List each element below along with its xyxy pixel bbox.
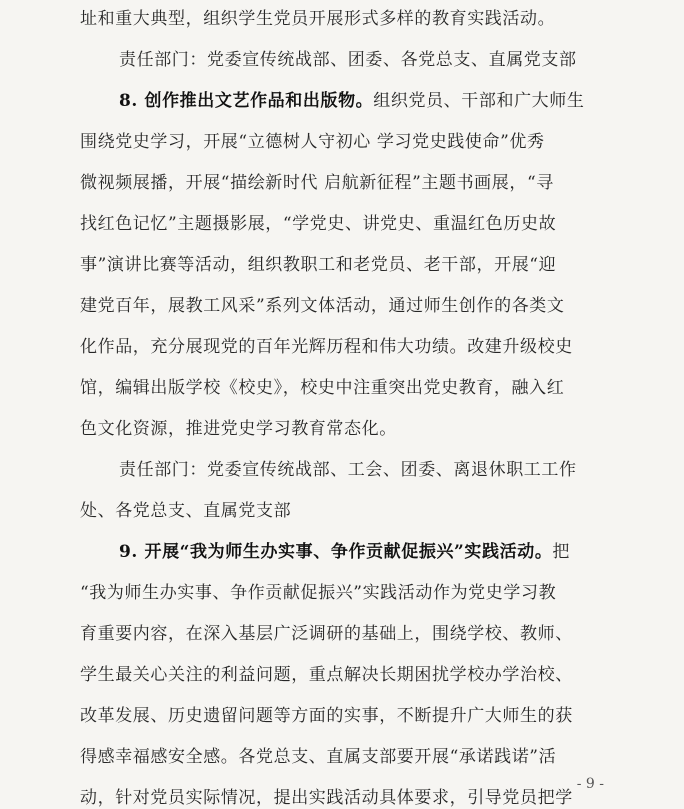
line-text: 处、各党总支、直属党支部 [80, 501, 292, 521]
text-line-10 [80, 377, 635, 399]
text-line-19 [80, 746, 635, 768]
responsibility-line-3 [80, 500, 635, 522]
text-line-1 [80, 8, 635, 30]
text-line-11 [80, 418, 635, 440]
line-text: 责任部门：党委宣传统战部、团委、各党总支、直属党支部 [119, 50, 577, 70]
text-line-4 [80, 131, 635, 153]
line-text: 育重要内容，在深入基层广泛调研的基础上，围绕学校、教师、 [80, 624, 573, 644]
line-text: 围绕党史学习，开展“立德树人守初心 学习党史践使命”优秀 [80, 132, 545, 152]
line-text: 把 [552, 542, 571, 562]
line-text: 得感幸福感安全感。各党总支、直属支部要开展“承诺践诺”活 [80, 747, 557, 767]
section-9-heading-line [119, 541, 635, 563]
responsibility-line-1 [119, 49, 635, 71]
line-text: 动，针对党员实际情况，提出实践活动具体要求，引导党员把学 [80, 788, 573, 808]
page-number: - 9 - [576, 776, 604, 792]
text-line-5 [80, 172, 635, 194]
text-line-20 [80, 787, 635, 809]
line-text: “我为师生办实事、争作贡献促振兴”实践活动作为党史学习教 [80, 583, 557, 603]
line-text: 学生最关心关注的利益问题，重点解决长期困扰学校办学治校、 [80, 665, 573, 685]
responsibility-line-2 [119, 459, 635, 481]
text-line-17 [80, 664, 635, 686]
section-8-heading: 8. 创作推出文艺作品和出版物。 [119, 91, 374, 111]
text-line-18 [80, 705, 635, 727]
line-text: 事”演讲比赛等活动，组织教职工和老党员、老干部，开展“迎 [80, 255, 557, 275]
line-text: 馆，编辑出版学校《校史》，校史中注重突出党史教育，融入红 [80, 378, 565, 398]
line-text: 改革发展、历史遗留问题等方面的实事，不断提升广大师生的获 [80, 706, 573, 726]
line-text: 色文化资源，推进党史学习教育常态化。 [80, 419, 397, 439]
line-text: 化作品，充分展现党的百年光辉历程和伟大功绩。改建升级校史 [80, 337, 573, 357]
section-8-heading-line [119, 90, 635, 112]
text-line-6 [80, 213, 635, 235]
text-line-16 [80, 623, 635, 645]
section-9-heading: 9. 开展“我为师生办实事、争作贡献促振兴”实践活动。 [119, 542, 553, 562]
line-text: 建党百年，展教工风采”系列文体活动，通过师生创作的各类文 [80, 296, 565, 316]
text-line-8 [80, 295, 635, 317]
line-text: 址和重大典型，组织学生党员开展形式多样的教育实践活动。 [80, 9, 556, 29]
line-text: 组织党员、干部和广大师生 [373, 91, 585, 111]
text-line-7 [80, 254, 635, 276]
line-text: 微视频展播，开展“描绘新时代 启航新征程”主题书画展，“寻 [80, 173, 554, 193]
line-text: 责任部门：党委宣传统战部、工会、团委、离退休职工工作 [119, 460, 577, 480]
line-text: 找红色记忆”主题摄影展，“学党史、讲党史、重温红色历史故 [80, 214, 557, 234]
text-line-9 [80, 336, 635, 358]
text-line-15 [80, 582, 635, 604]
